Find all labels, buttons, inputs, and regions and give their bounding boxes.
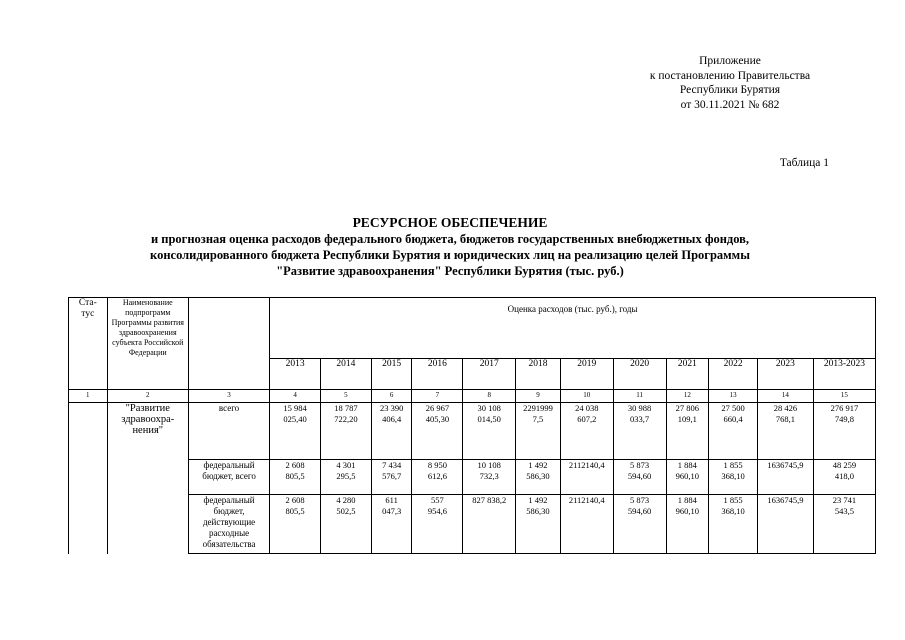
header-subprogram-name: Наименование подпрограмм Программы развития здравоохранения субъекта Российской Федерации (107, 298, 188, 390)
value-cell: 1 855 368,10 (709, 495, 758, 554)
value-cell: 1 855 368,10 (709, 460, 758, 495)
value-cell: 23 390 406,4 (371, 403, 412, 460)
value-cell: 1636745,9 (757, 495, 813, 554)
funding-source-cell: федеральный бюджет, всего (188, 460, 269, 495)
funding-source-cell: всего (188, 403, 269, 460)
value-cell: 28 426 768,1 (757, 403, 813, 460)
value-cell: 2 608 805,5 (270, 460, 321, 495)
value-cell: 27 500 660,4 (709, 403, 758, 460)
value-cell: 2112140,4 (560, 495, 613, 554)
value-cell: 1 884 960,10 (666, 495, 709, 554)
value-cell: 276 917 749,8 (813, 403, 875, 460)
year-header: 2019 (560, 359, 613, 390)
year-header: 2018 (516, 359, 561, 390)
year-header: 2014 (321, 359, 372, 390)
subprogram-name-cell (107, 495, 188, 554)
appendix-block (600, 54, 860, 112)
value-cell: 8 950 612,6 (412, 460, 463, 495)
value-cell: 15 984 025,40 (270, 403, 321, 460)
heading-line: и прогнозная оценка расходов федерального бюджета, бюджетов государственных внебюджетных фондов, (150, 232, 750, 246)
year-header: 2013 (270, 359, 321, 390)
year-header: 2021 (666, 359, 709, 390)
funding-source-cell: федеральный бюджет, действующие расходные обязательства (188, 495, 269, 554)
year-header: 2013-2023 (813, 359, 875, 390)
year-header: 2016 (412, 359, 463, 390)
status-cell (69, 495, 108, 554)
value-cell: 24 038 607,2 (560, 403, 613, 460)
header-estimate: Оценка расходов (тыс. руб.), годы (270, 298, 876, 359)
heading-line: РЕСУРСНОЕ ОБЕСПЕЧЕНИЕ (352, 215, 548, 230)
column-number: 11 (613, 390, 666, 403)
column-number: 2 (107, 390, 188, 403)
column-number: 3 (188, 390, 269, 403)
appendix-line: Республики Бурятия (679, 84, 781, 96)
value-cell: 1 492 586,30 (516, 460, 561, 495)
value-cell: 1636745,9 (757, 460, 813, 495)
table-label: Таблица 1 (779, 157, 829, 169)
value-cell: 1 492 586,30 (516, 495, 561, 554)
status-cell (69, 403, 108, 460)
header-source (188, 298, 269, 390)
value-cell: 30 108 014,50 (463, 403, 516, 460)
subprogram-name-cell: "Развитие здравоохра- нения" (107, 403, 188, 460)
column-number: 6 (371, 390, 412, 403)
table-row (69, 403, 876, 460)
value-cell: 557 954,6 (412, 495, 463, 554)
column-number: 13 (709, 390, 758, 403)
value-cell: 27 806 109,1 (666, 403, 709, 460)
value-cell: 10 108 732,3 (463, 460, 516, 495)
heading-line: "Развитие здравоохранения" Республики Бурятия (тыс. руб.) (276, 264, 624, 278)
table-row (69, 495, 876, 554)
value-cell: 23 741 543,5 (813, 495, 875, 554)
year-header: 2022 (709, 359, 758, 390)
value-cell: 26 967 405,30 (412, 403, 463, 460)
value-cell: 827 838,2 (463, 495, 516, 554)
resource-table (68, 297, 876, 554)
value-cell: 5 873 594,60 (613, 495, 666, 554)
value-cell: 4 301 295,5 (321, 460, 372, 495)
column-number: 12 (666, 390, 709, 403)
value-cell: 48 259 418,0 (813, 460, 875, 495)
value-cell: 2112140,4 (560, 460, 613, 495)
column-number: 14 (757, 390, 813, 403)
value-cell: 2 608 805,5 (270, 495, 321, 554)
column-number: 8 (463, 390, 516, 403)
subprogram-name-cell (107, 460, 188, 495)
value-cell: 30 988 033,7 (613, 403, 666, 460)
column-number: 10 (560, 390, 613, 403)
value-cell: 18 787 722,20 (321, 403, 372, 460)
appendix-line: от 30.11.2021 № 682 (680, 98, 780, 111)
heading-line: консолидированного бюджета Республики Бурятия и юридических лиц на реализацию целей Программы (150, 248, 750, 262)
header-status: Ста- тус (69, 298, 108, 390)
column-number: 9 (516, 390, 561, 403)
value-cell: 7 434 576,7 (371, 460, 412, 495)
value-cell: 4 280 502,5 (321, 495, 372, 554)
document-heading (60, 215, 840, 279)
appendix-line: Приложение (699, 55, 761, 67)
value-cell: 5 873 594,60 (613, 460, 666, 495)
value-cell: 611 047,3 (371, 495, 412, 554)
year-header: 2017 (463, 359, 516, 390)
column-number: 1 (69, 390, 108, 403)
year-header: 2020 (613, 359, 666, 390)
column-number: 7 (412, 390, 463, 403)
year-header: 2023 (757, 359, 813, 390)
value-cell: 2291999 7,5 (516, 403, 561, 460)
table-row (69, 460, 876, 495)
appendix-line: к постановлению Правительства (649, 69, 811, 82)
column-number: 15 (813, 390, 875, 403)
year-header: 2015 (371, 359, 412, 390)
value-cell: 1 884 960,10 (666, 460, 709, 495)
column-number: 5 (321, 390, 372, 403)
column-number: 4 (270, 390, 321, 403)
status-cell (69, 460, 108, 495)
